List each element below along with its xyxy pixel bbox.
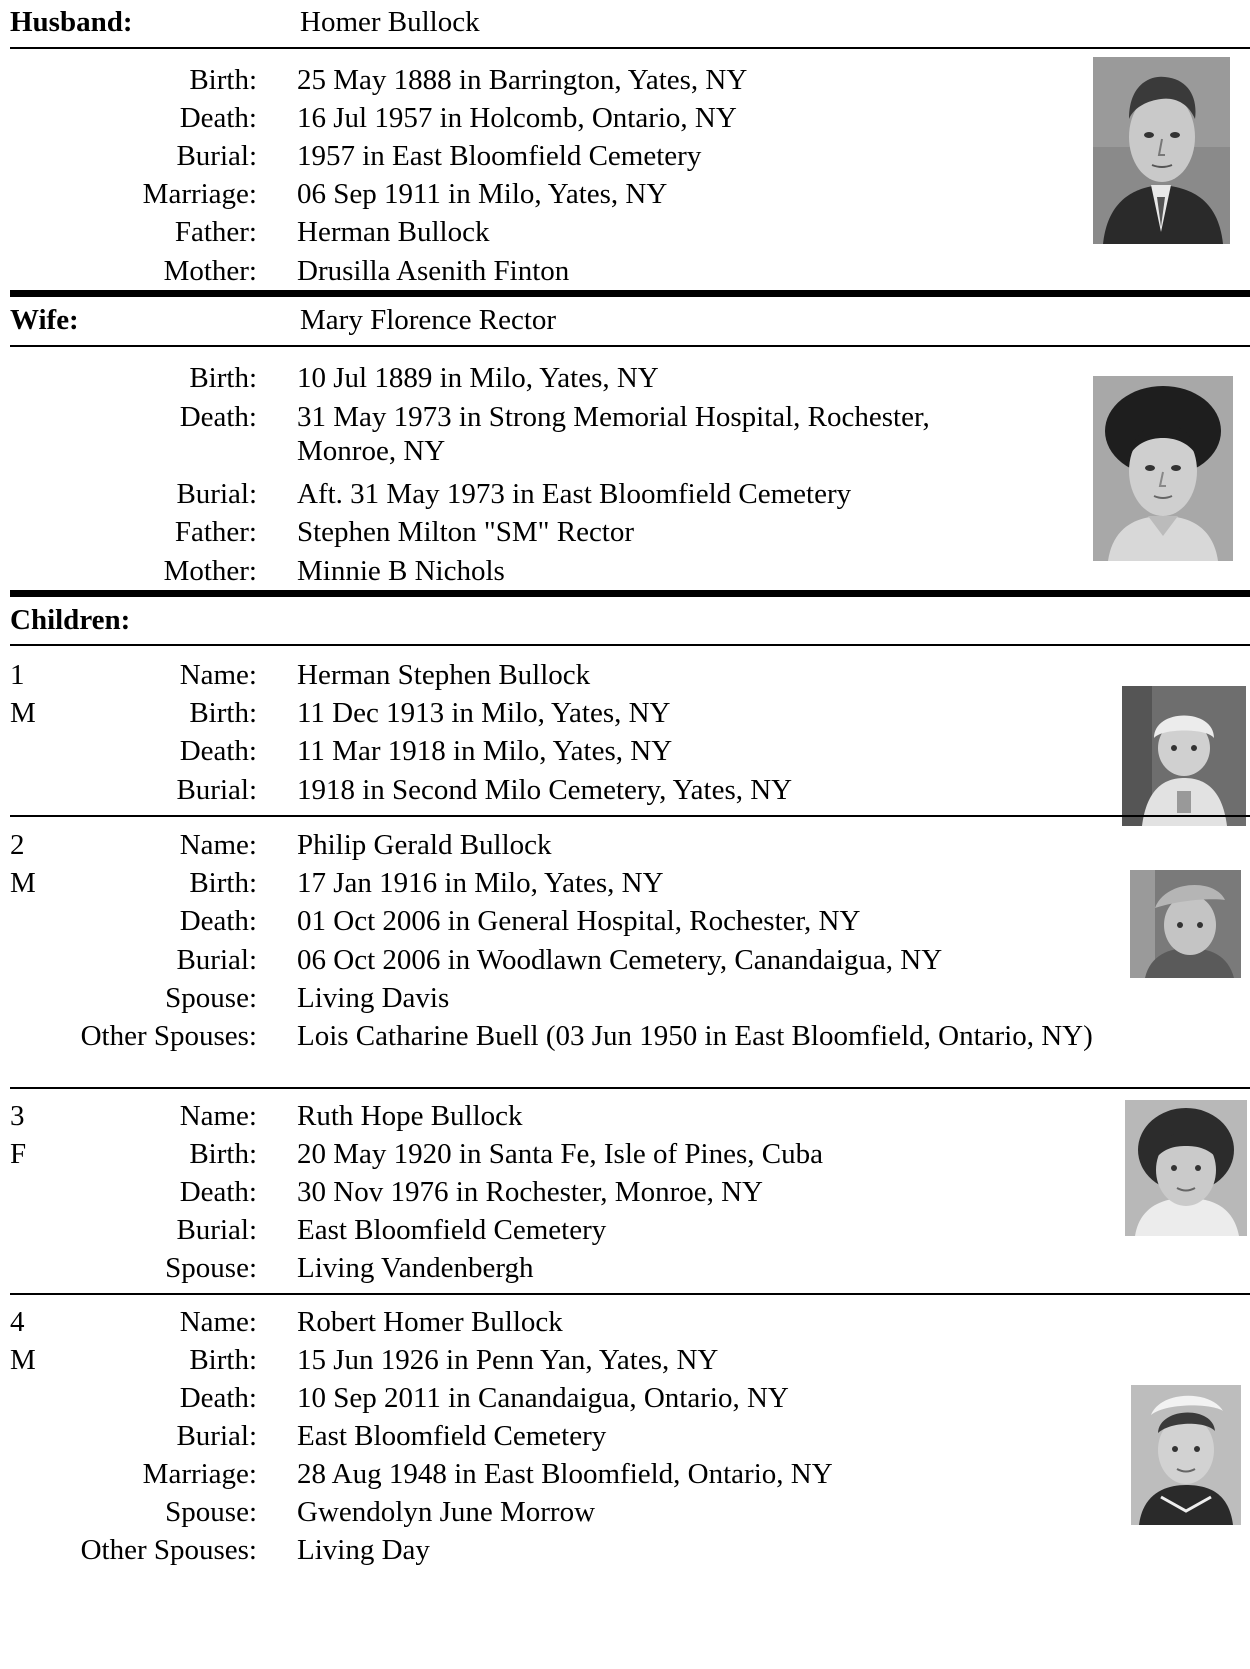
fact-label: Burial: (176, 140, 257, 172)
fact-value: Robert Homer Bullock (297, 1306, 563, 1338)
fact-value: Aft. 31 May 1973 in East Bloomfield Cemetery (297, 478, 852, 510)
fact-value: 16 Jul 1957 in Holcomb, Ontario, NY (297, 102, 737, 134)
fact-value: 06 Oct 2006 in Woodlawn Cemetery, Canandaigua, NY (297, 944, 943, 976)
fact-label: Burial: (176, 478, 257, 510)
fact-label: Death: (179, 1176, 257, 1208)
child-divider (10, 815, 1250, 817)
fact-value: 01 Oct 2006 in General Hospital, Rochester, NY (297, 905, 861, 937)
husband-label: Husband: (10, 6, 133, 38)
child-number: 2 (10, 829, 25, 861)
child-number: 3 (10, 1100, 25, 1132)
fact-label: Death: (179, 401, 257, 433)
fact-value: Living Vandenbergh (297, 1252, 534, 1284)
fact-value: Living Davis (297, 982, 450, 1014)
fact-label: Birth: (189, 362, 257, 394)
fact-value: 30 Nov 1976 in Rochester, Monroe, NY (297, 1176, 763, 1208)
fact-value: 1918 in Second Milo Cemetery, Yates, NY (297, 774, 793, 806)
fact-value: Minnie B Nichols (297, 555, 505, 587)
fact-label: Birth: (189, 1344, 257, 1376)
fact-value: Drusilla Asenith Finton (297, 255, 570, 287)
child-sex: M (10, 867, 36, 899)
fact-value: 1957 in East Bloomfield Cemetery (297, 140, 702, 172)
fact-label: Death: (179, 102, 257, 134)
fact-label: Birth: (189, 64, 257, 96)
husband-header (10, 2, 1250, 42)
fact-label: Mother: (163, 555, 257, 587)
fact-value: 06 Sep 1911 in Milo, Yates, NY (297, 178, 668, 210)
fact-label: Burial: (176, 1214, 257, 1246)
children-rule (10, 644, 1250, 646)
child-sex: M (10, 697, 36, 729)
child-number: 4 (10, 1306, 25, 1338)
children-header (10, 600, 1250, 640)
fact-label: Name: (179, 1100, 257, 1132)
wife-header (10, 300, 1250, 340)
fact-value: Philip Gerald Bullock (297, 829, 552, 861)
fact-value: Herman Stephen Bullock (297, 659, 591, 691)
fact-value: East Bloomfield Cemetery (297, 1214, 607, 1246)
fact-value: 10 Jul 1889 in Milo, Yates, NY (297, 362, 659, 394)
fact-value: 15 Jun 1926 in Penn Yan, Yates, NY (297, 1344, 719, 1376)
fact-value: 20 May 1920 in Santa Fe, Isle of Pines, Cuba (297, 1138, 823, 1170)
fact-value: 10 Sep 2011 in Canandaigua, Ontario, NY (297, 1382, 789, 1414)
husband-photo (1093, 57, 1230, 244)
fact-label: Birth: (189, 867, 257, 899)
fact-value: Gwendolyn June Morrow (297, 1496, 596, 1528)
child-sex: F (10, 1138, 27, 1170)
wife-rule (10, 345, 1250, 347)
fact-label: Death: (179, 905, 257, 937)
child-photo (1122, 686, 1246, 826)
child-divider (10, 1293, 1250, 1295)
fact-label: Spouse: (165, 1496, 257, 1528)
fact-label: Name: (179, 1306, 257, 1338)
wife-name: Mary Florence Rector (300, 304, 557, 336)
child-number: 1 (10, 659, 25, 691)
husband-rule (10, 47, 1250, 49)
fact-value: 17 Jan 1916 in Milo, Yates, NY (297, 867, 664, 899)
fact-label: Burial: (176, 774, 257, 806)
fact-label: Spouse: (165, 982, 257, 1014)
child-photo (1125, 1100, 1247, 1236)
child-photo (1131, 1385, 1241, 1525)
fact-value: 31 May 1973 in Strong Memorial Hospital, Rochester, Monroe, NY (297, 401, 930, 467)
fact-label: Father: (174, 216, 257, 248)
child-sex: M (10, 1344, 36, 1376)
husband-section-divider (10, 290, 1250, 297)
fact-label: Spouse: (165, 1252, 257, 1284)
fact-value: 11 Dec 1913 in Milo, Yates, NY (297, 697, 671, 729)
fact-label: Mother: (163, 255, 257, 287)
fact-label: Name: (179, 829, 257, 861)
fact-label: Death: (179, 735, 257, 767)
wife-section-divider (10, 590, 1250, 597)
fact-value: Stephen Milton "SM" Rector (297, 516, 635, 548)
child-divider (10, 1087, 1250, 1089)
fact-value: 28 Aug 1948 in East Bloomfield, Ontario, NY (297, 1458, 833, 1490)
children-label: Children: (10, 604, 131, 636)
fact-label: Death: (179, 1382, 257, 1414)
fact-label: Father: (174, 516, 257, 548)
fact-value: Herman Bullock (297, 216, 490, 248)
fact-label: Burial: (176, 944, 257, 976)
fact-value: East Bloomfield Cemetery (297, 1420, 607, 1452)
fact-label: Other Spouses: (80, 1534, 257, 1566)
wife-photo (1093, 376, 1233, 561)
child-photo (1130, 870, 1241, 978)
fact-value: Lois Catharine Buell (03 Jun 1950 in East Bloomfield, Ontario, NY) (297, 1020, 1093, 1052)
fact-label: Marriage: (142, 178, 257, 210)
fact-value: 25 May 1888 in Barrington, Yates, NY (297, 64, 748, 96)
husband-name: Homer Bullock (300, 6, 480, 38)
fact-label: Other Spouses: (80, 1020, 257, 1052)
fact-label: Birth: (189, 697, 257, 729)
fact-value: Ruth Hope Bullock (297, 1100, 523, 1132)
wife-label: Wife: (10, 304, 79, 336)
fact-value: 11 Mar 1918 in Milo, Yates, NY (297, 735, 673, 767)
fact-label: Name: (179, 659, 257, 691)
fact-label: Birth: (189, 1138, 257, 1170)
fact-label: Burial: (176, 1420, 257, 1452)
fact-value: Living Day (297, 1534, 430, 1566)
fact-label: Marriage: (142, 1458, 257, 1490)
